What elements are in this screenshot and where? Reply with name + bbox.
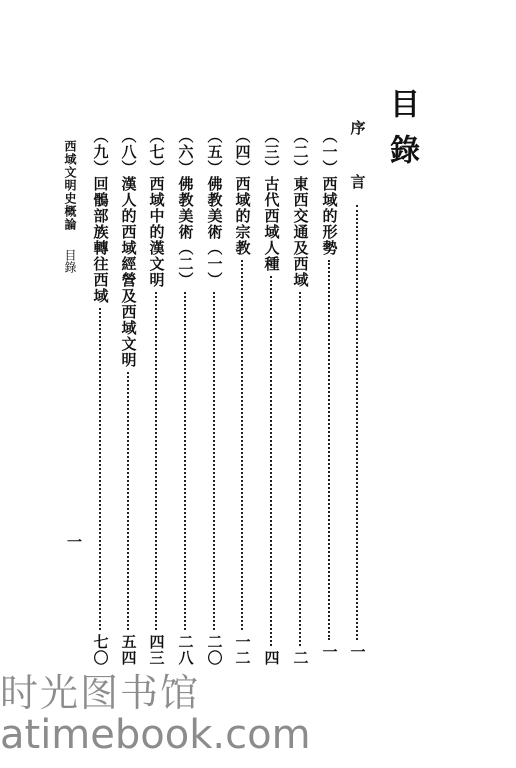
toc-leader-dots bbox=[213, 292, 215, 630]
toc-entry-preface[interactable] bbox=[346, 120, 368, 660]
toc-leader-dots bbox=[99, 308, 101, 630]
watermark-name: 时光图书馆 bbox=[0, 671, 201, 715]
toc-entry-page: 二八 bbox=[176, 634, 195, 666]
toc-entry-label: 序 言 bbox=[348, 120, 367, 201]
toc-leader-dots bbox=[299, 292, 301, 646]
toc-entry-label: （四）西域的宗教 bbox=[233, 128, 252, 256]
toc-entry-page: 四三 bbox=[147, 634, 166, 666]
toc-entry-7[interactable] bbox=[145, 128, 167, 666]
running-header-book-title: 西域文明史概論 bbox=[63, 140, 77, 231]
toc-entry-page: 一二 bbox=[233, 634, 252, 666]
toc-leader-dots bbox=[127, 372, 129, 630]
toc-entry-6[interactable] bbox=[174, 128, 196, 666]
toc-entry-8[interactable] bbox=[117, 128, 139, 666]
page-title: 目錄 bbox=[384, 88, 419, 180]
toc-leader-dots bbox=[328, 260, 330, 640]
toc-leader-dots bbox=[270, 276, 272, 646]
toc-entry-2[interactable] bbox=[289, 128, 311, 666]
toc-entry-1[interactable] bbox=[318, 128, 340, 660]
page-number: 一 bbox=[65, 534, 83, 549]
toc-entry-label: （八）漢人的西域經營及西域文明 bbox=[119, 128, 138, 368]
toc-entry-page: 一 bbox=[348, 644, 367, 660]
toc-entry-page: 二 bbox=[291, 650, 310, 666]
toc-leader-dots bbox=[241, 260, 243, 630]
toc-entry-label: （二）東西交通及西域 bbox=[291, 128, 310, 288]
watermark-url: atimebook.com bbox=[0, 712, 311, 758]
toc-leader-dots bbox=[155, 292, 157, 630]
toc-entry-9[interactable] bbox=[89, 128, 111, 666]
toc-entry-label: （九）回鶻部族轉往西域 bbox=[91, 128, 110, 304]
toc-entry-page: 五四 bbox=[119, 634, 138, 666]
toc-entry-page: 二〇 bbox=[205, 634, 224, 666]
toc-entry-4[interactable] bbox=[231, 128, 253, 666]
toc-entry-page: 四 bbox=[262, 650, 281, 666]
toc-entry-label: （五）佛教美術（一） bbox=[205, 128, 224, 288]
toc-entry-label: （三）古代西域人種 bbox=[262, 128, 281, 272]
toc-entry-page: 七〇 bbox=[91, 634, 110, 666]
toc-leader-dots bbox=[184, 292, 186, 630]
toc-entry-page: 一 bbox=[320, 644, 339, 660]
toc-entry-3[interactable] bbox=[260, 128, 282, 666]
toc-entry-5[interactable] bbox=[203, 128, 225, 666]
toc-entry-label: （七）西域中的漢文明 bbox=[147, 128, 166, 288]
toc-entry-label: （六）佛教美術（二） bbox=[176, 128, 195, 288]
running-header bbox=[64, 140, 76, 273]
running-header-section: 目錄 bbox=[63, 249, 77, 273]
toc-entry-label: （一）西域的形勢 bbox=[320, 128, 339, 256]
toc-leader-dots bbox=[356, 205, 358, 640]
